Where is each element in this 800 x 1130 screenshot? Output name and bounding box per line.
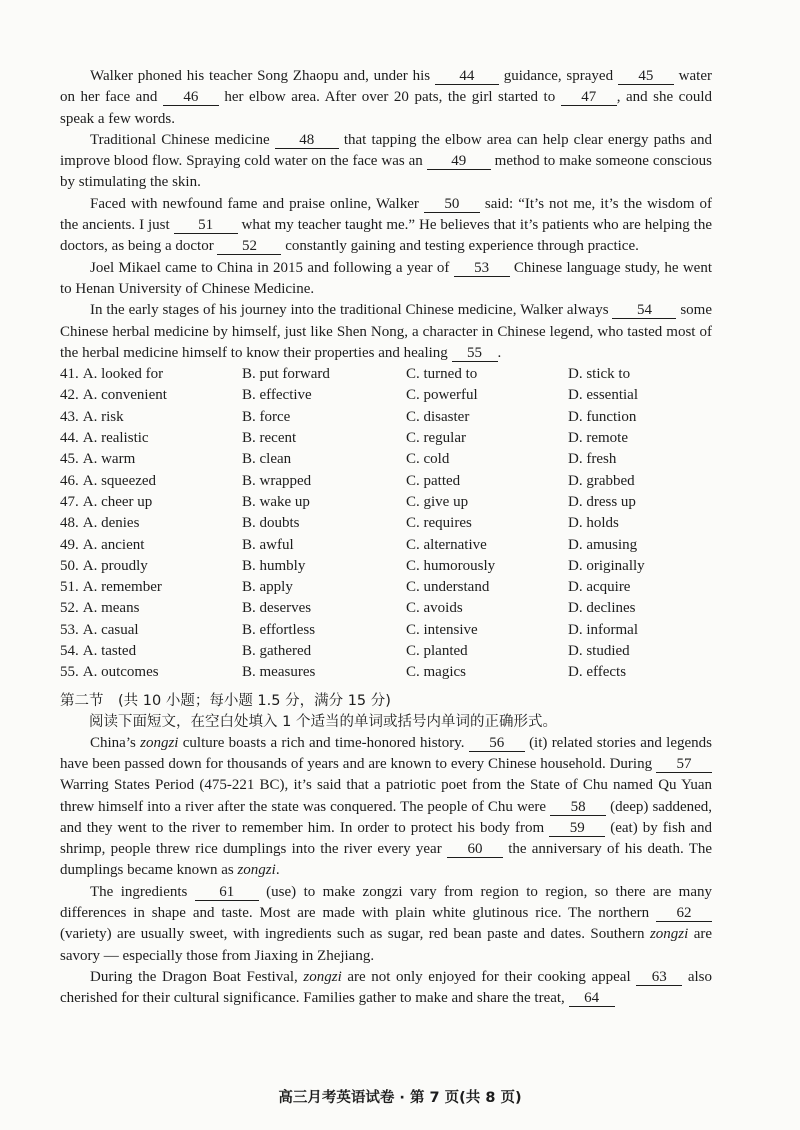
option-d: D. grabbed xyxy=(568,472,635,489)
option-text: A. means xyxy=(82,600,140,617)
option-b: B. humbly xyxy=(242,557,306,574)
option-c: C. regular xyxy=(406,430,466,447)
blank-58: 58 xyxy=(550,800,606,816)
option-a xyxy=(60,385,242,406)
page-footer: 高三月考英语试卷 · 第 7 页(共 8 页) xyxy=(278,1090,522,1106)
blank-52: 52 xyxy=(217,239,281,255)
question-number: 52. xyxy=(60,600,79,617)
italic-term: zongzi xyxy=(237,862,276,879)
text: Traditional Chinese medicine xyxy=(90,131,275,148)
option-row xyxy=(60,428,712,449)
passage-paragraph-1 xyxy=(60,66,712,130)
option-text: A. proudly xyxy=(82,557,148,574)
option-d: D. amusing xyxy=(568,536,638,553)
option-b: B. clean xyxy=(242,451,292,468)
blank-62: 62 xyxy=(656,906,712,922)
option-text: A. squeezed xyxy=(82,472,157,489)
blank-53: 53 xyxy=(454,261,510,277)
option-row xyxy=(60,556,712,577)
option-d: D. acquire xyxy=(568,579,631,596)
option-b: B. doubts xyxy=(242,515,300,532)
text: her elbow area. After over 20 pats, the girl started to xyxy=(218,89,561,106)
option-row xyxy=(60,598,712,619)
text: Joel Mikael came to China in 2015 and following a year of xyxy=(90,259,454,276)
option-b: B. apply xyxy=(242,579,293,596)
option-b: B. measures xyxy=(242,664,316,681)
text: The ingredients xyxy=(90,883,195,900)
question-number: 44. xyxy=(60,430,79,447)
option-a xyxy=(60,407,242,428)
text: are usually sweet, with ingredients such as sugar, red bean paste and dates. Southern xyxy=(111,926,650,943)
word-hint: (eat) xyxy=(605,819,638,836)
blank-45: 45 xyxy=(618,69,674,85)
option-c: C. give up xyxy=(406,493,469,510)
text: In the early stages of his journey into the traditional Chinese medicine, Walker always xyxy=(90,302,613,319)
option-b: B. wake up xyxy=(242,493,310,510)
option-d: D. holds xyxy=(568,515,619,532)
text: are not only enjoyed for their cooking appeal xyxy=(341,968,637,985)
section-2-instruction: 阅读下面短文，在空白处填入 1 个适当的单词或括号内单词的正确形式。 xyxy=(89,713,557,730)
option-b: B. effective xyxy=(242,387,312,404)
text: Warring States Period (475-221 BC), it’s said that a patriotic poet from the State of Chu named Qu Yuan threw himself into a river after the state was conquered. The people of Chu were xyxy=(60,777,712,815)
option-c: C. humorously xyxy=(406,557,496,574)
text: saddened, and they went to the river to remember him. In order to protect his body from xyxy=(60,798,713,836)
blank-48: 48 xyxy=(275,133,339,149)
text: During the Dragon Boat Festival, xyxy=(90,968,304,985)
option-d: D. remote xyxy=(568,430,628,447)
option-d: D. fresh xyxy=(568,451,617,468)
blank-44: 44 xyxy=(435,69,499,85)
option-b: B. effortless xyxy=(242,621,316,638)
question-number: 41. xyxy=(60,366,79,383)
question-number: 53. xyxy=(60,621,79,638)
option-d: D. studied xyxy=(568,643,630,660)
option-d: D. function xyxy=(568,408,637,425)
passage-paragraph-5 xyxy=(60,300,712,364)
option-text: A. realistic xyxy=(82,430,149,447)
question-number: 47. xyxy=(60,493,79,510)
option-row xyxy=(60,407,712,428)
text: that tapping the elbow area can help clear energy paths and improve blood flow. Spraying cold water on the face was an xyxy=(60,131,713,170)
question-number: 46. xyxy=(60,472,79,489)
blank-61: 61 xyxy=(195,885,259,901)
question-number: 55. xyxy=(60,664,79,681)
option-row xyxy=(60,492,712,513)
blank-54: 54 xyxy=(612,303,676,319)
question-number: 43. xyxy=(60,408,79,425)
option-row xyxy=(60,641,712,662)
blank-64: 64 xyxy=(569,991,615,1007)
italic-term: zongzi xyxy=(140,734,179,751)
text: to make zongzi vary from region to region, so there are many differences in shape and taste. Most are made with plain white glutinous rice. The northern xyxy=(60,883,712,921)
text: water on her face and xyxy=(60,68,712,106)
option-c: C. magics xyxy=(406,664,466,681)
blank-50: 50 xyxy=(424,197,480,213)
option-text: A. outcomes xyxy=(82,664,159,681)
option-c: C. understand xyxy=(406,579,490,596)
option-a xyxy=(60,513,242,534)
italic-term: zongzi xyxy=(303,968,342,985)
text: the anniversary of his death. The dumplings became known as xyxy=(60,841,713,879)
option-c: C. alternative xyxy=(406,536,487,553)
passage-paragraph-2 xyxy=(60,130,712,194)
blank-55: 55 xyxy=(452,346,498,362)
text: are savory — especially those from Jiaxing in Zhejiang. xyxy=(60,926,712,964)
option-c: C. patted xyxy=(406,472,461,489)
option-b: B. put forward xyxy=(242,366,330,383)
text: constantly gaining and testing experience through practice. xyxy=(281,238,639,255)
page-body xyxy=(60,66,712,1009)
blank-46: 46 xyxy=(163,90,219,106)
option-text: A. looked for xyxy=(82,366,164,383)
option-a xyxy=(60,492,242,513)
text: said: “It’s not me, it’s the wisdom of the ancients. I just xyxy=(60,195,712,234)
option-c: C. disaster xyxy=(406,408,470,425)
option-a xyxy=(60,662,242,683)
option-c: C. avoids xyxy=(406,600,463,617)
text: . xyxy=(497,344,502,361)
blank-56: 56 xyxy=(469,736,525,752)
text: Faced with newfound fame and praise online, Walker xyxy=(90,195,424,212)
option-a xyxy=(60,471,242,492)
option-b: B. awful xyxy=(242,536,294,553)
grammar-paragraph-1 xyxy=(60,733,712,882)
option-a xyxy=(60,428,242,449)
text: method to make someone conscious by stimulating the skin. xyxy=(60,153,712,191)
italic-term: zongzi xyxy=(649,926,689,943)
question-number: 51. xyxy=(60,579,79,596)
option-c: C. intensive xyxy=(406,621,478,638)
option-d: D. essential xyxy=(568,387,638,404)
option-text: A. casual xyxy=(82,621,139,638)
text: what my teacher taught me.” He believes that it’s patients who are helping the doctors, as being a doctor xyxy=(60,217,712,255)
text: by fish and shrimp, people threw rice dumplings into the river every year xyxy=(60,819,712,858)
word-hint: (use) xyxy=(258,883,297,900)
passage-paragraph-3 xyxy=(60,194,712,258)
blank-47: 47 xyxy=(561,90,617,106)
grammar-paragraph-3 xyxy=(60,967,712,1010)
blank-59: 59 xyxy=(549,821,605,837)
option-c: C. powerful xyxy=(406,387,478,404)
option-text: A. ancient xyxy=(82,536,145,553)
text: guidance, sprayed xyxy=(498,68,618,84)
option-d: D. informal xyxy=(568,621,638,638)
option-a xyxy=(60,577,242,598)
option-b: B. gathered xyxy=(242,643,312,660)
option-d: D. stick to xyxy=(568,366,631,383)
question-number: 54. xyxy=(60,643,79,660)
option-a xyxy=(60,598,242,619)
text: related stories and legends have been passed down for thousands of years and are known to every Chinese household. During xyxy=(60,734,712,772)
word-hint: (variety) xyxy=(60,926,112,943)
option-d: D. dress up xyxy=(568,493,636,510)
option-a xyxy=(60,449,242,470)
option-row xyxy=(60,513,712,534)
option-b: B. recent xyxy=(242,430,297,447)
section-2-title: 第二节 (共 10 小题；每小题 1.5 分，满分 15 分) xyxy=(60,692,391,709)
question-number: 48. xyxy=(60,515,79,532)
option-b: B. deserves xyxy=(242,600,312,617)
option-text: A. cheer up xyxy=(82,493,153,510)
option-c: C. requires xyxy=(406,515,472,532)
option-row xyxy=(60,535,712,556)
text: culture boasts a rich and time-honored history. xyxy=(178,734,469,751)
option-text: A. tasted xyxy=(82,643,137,660)
option-b: B. wrapped xyxy=(242,472,312,489)
option-row xyxy=(60,364,712,385)
option-text: A. remember xyxy=(82,579,162,596)
text: , and she could speak a few words. xyxy=(60,89,713,127)
text: some Chinese herbal medicine by himself, just like Shen Nong, a character in Chinese legend, who tasted most of the herbal medicine himself to know their properties and healing xyxy=(60,302,712,361)
option-b: B. force xyxy=(242,408,291,425)
option-a xyxy=(60,641,242,662)
answer-options xyxy=(60,364,712,683)
question-number: 49. xyxy=(60,536,79,553)
option-row xyxy=(60,662,712,683)
option-text: A. convenient xyxy=(82,387,167,404)
option-c: C. turned to xyxy=(406,366,478,383)
option-d: D. effects xyxy=(568,664,627,681)
text: Chinese language study, he went to Henan University of Chinese Medicine. xyxy=(60,259,712,297)
option-c: C. cold xyxy=(406,451,450,468)
blank-51: 51 xyxy=(174,218,238,234)
option-c: C. planted xyxy=(406,643,468,660)
word-hint: (it) xyxy=(524,734,548,751)
blank-60: 60 xyxy=(447,842,503,858)
option-d: D. originally xyxy=(568,557,645,574)
text: also cherished for their cultural significance. Families gather to make and share the treat, xyxy=(60,968,712,1007)
option-row xyxy=(60,577,712,598)
grammar-paragraph-2 xyxy=(60,882,712,967)
option-row xyxy=(60,471,712,492)
option-a xyxy=(60,535,242,556)
option-row xyxy=(60,385,712,406)
option-d: D. declines xyxy=(568,600,636,617)
text: Walker phoned his teacher Song Zhaopu and, under his xyxy=(90,68,435,84)
option-text: A. risk xyxy=(82,408,124,425)
option-row xyxy=(60,449,712,470)
option-a xyxy=(60,620,242,641)
text: China’s xyxy=(90,734,141,751)
blank-63: 63 xyxy=(636,970,682,986)
blank-57: 57 xyxy=(656,757,712,773)
option-text: A. warm xyxy=(82,451,136,468)
question-number: 45. xyxy=(60,451,79,468)
question-number: 42. xyxy=(60,387,79,404)
option-row xyxy=(60,620,712,641)
question-number: 50. xyxy=(60,557,79,574)
text: . xyxy=(275,862,280,879)
option-a xyxy=(60,364,242,385)
passage-paragraph-4 xyxy=(60,258,712,301)
option-text: A. denies xyxy=(82,515,140,532)
option-a xyxy=(60,556,242,577)
word-hint: (deep) xyxy=(606,798,649,815)
blank-49: 49 xyxy=(427,154,491,170)
